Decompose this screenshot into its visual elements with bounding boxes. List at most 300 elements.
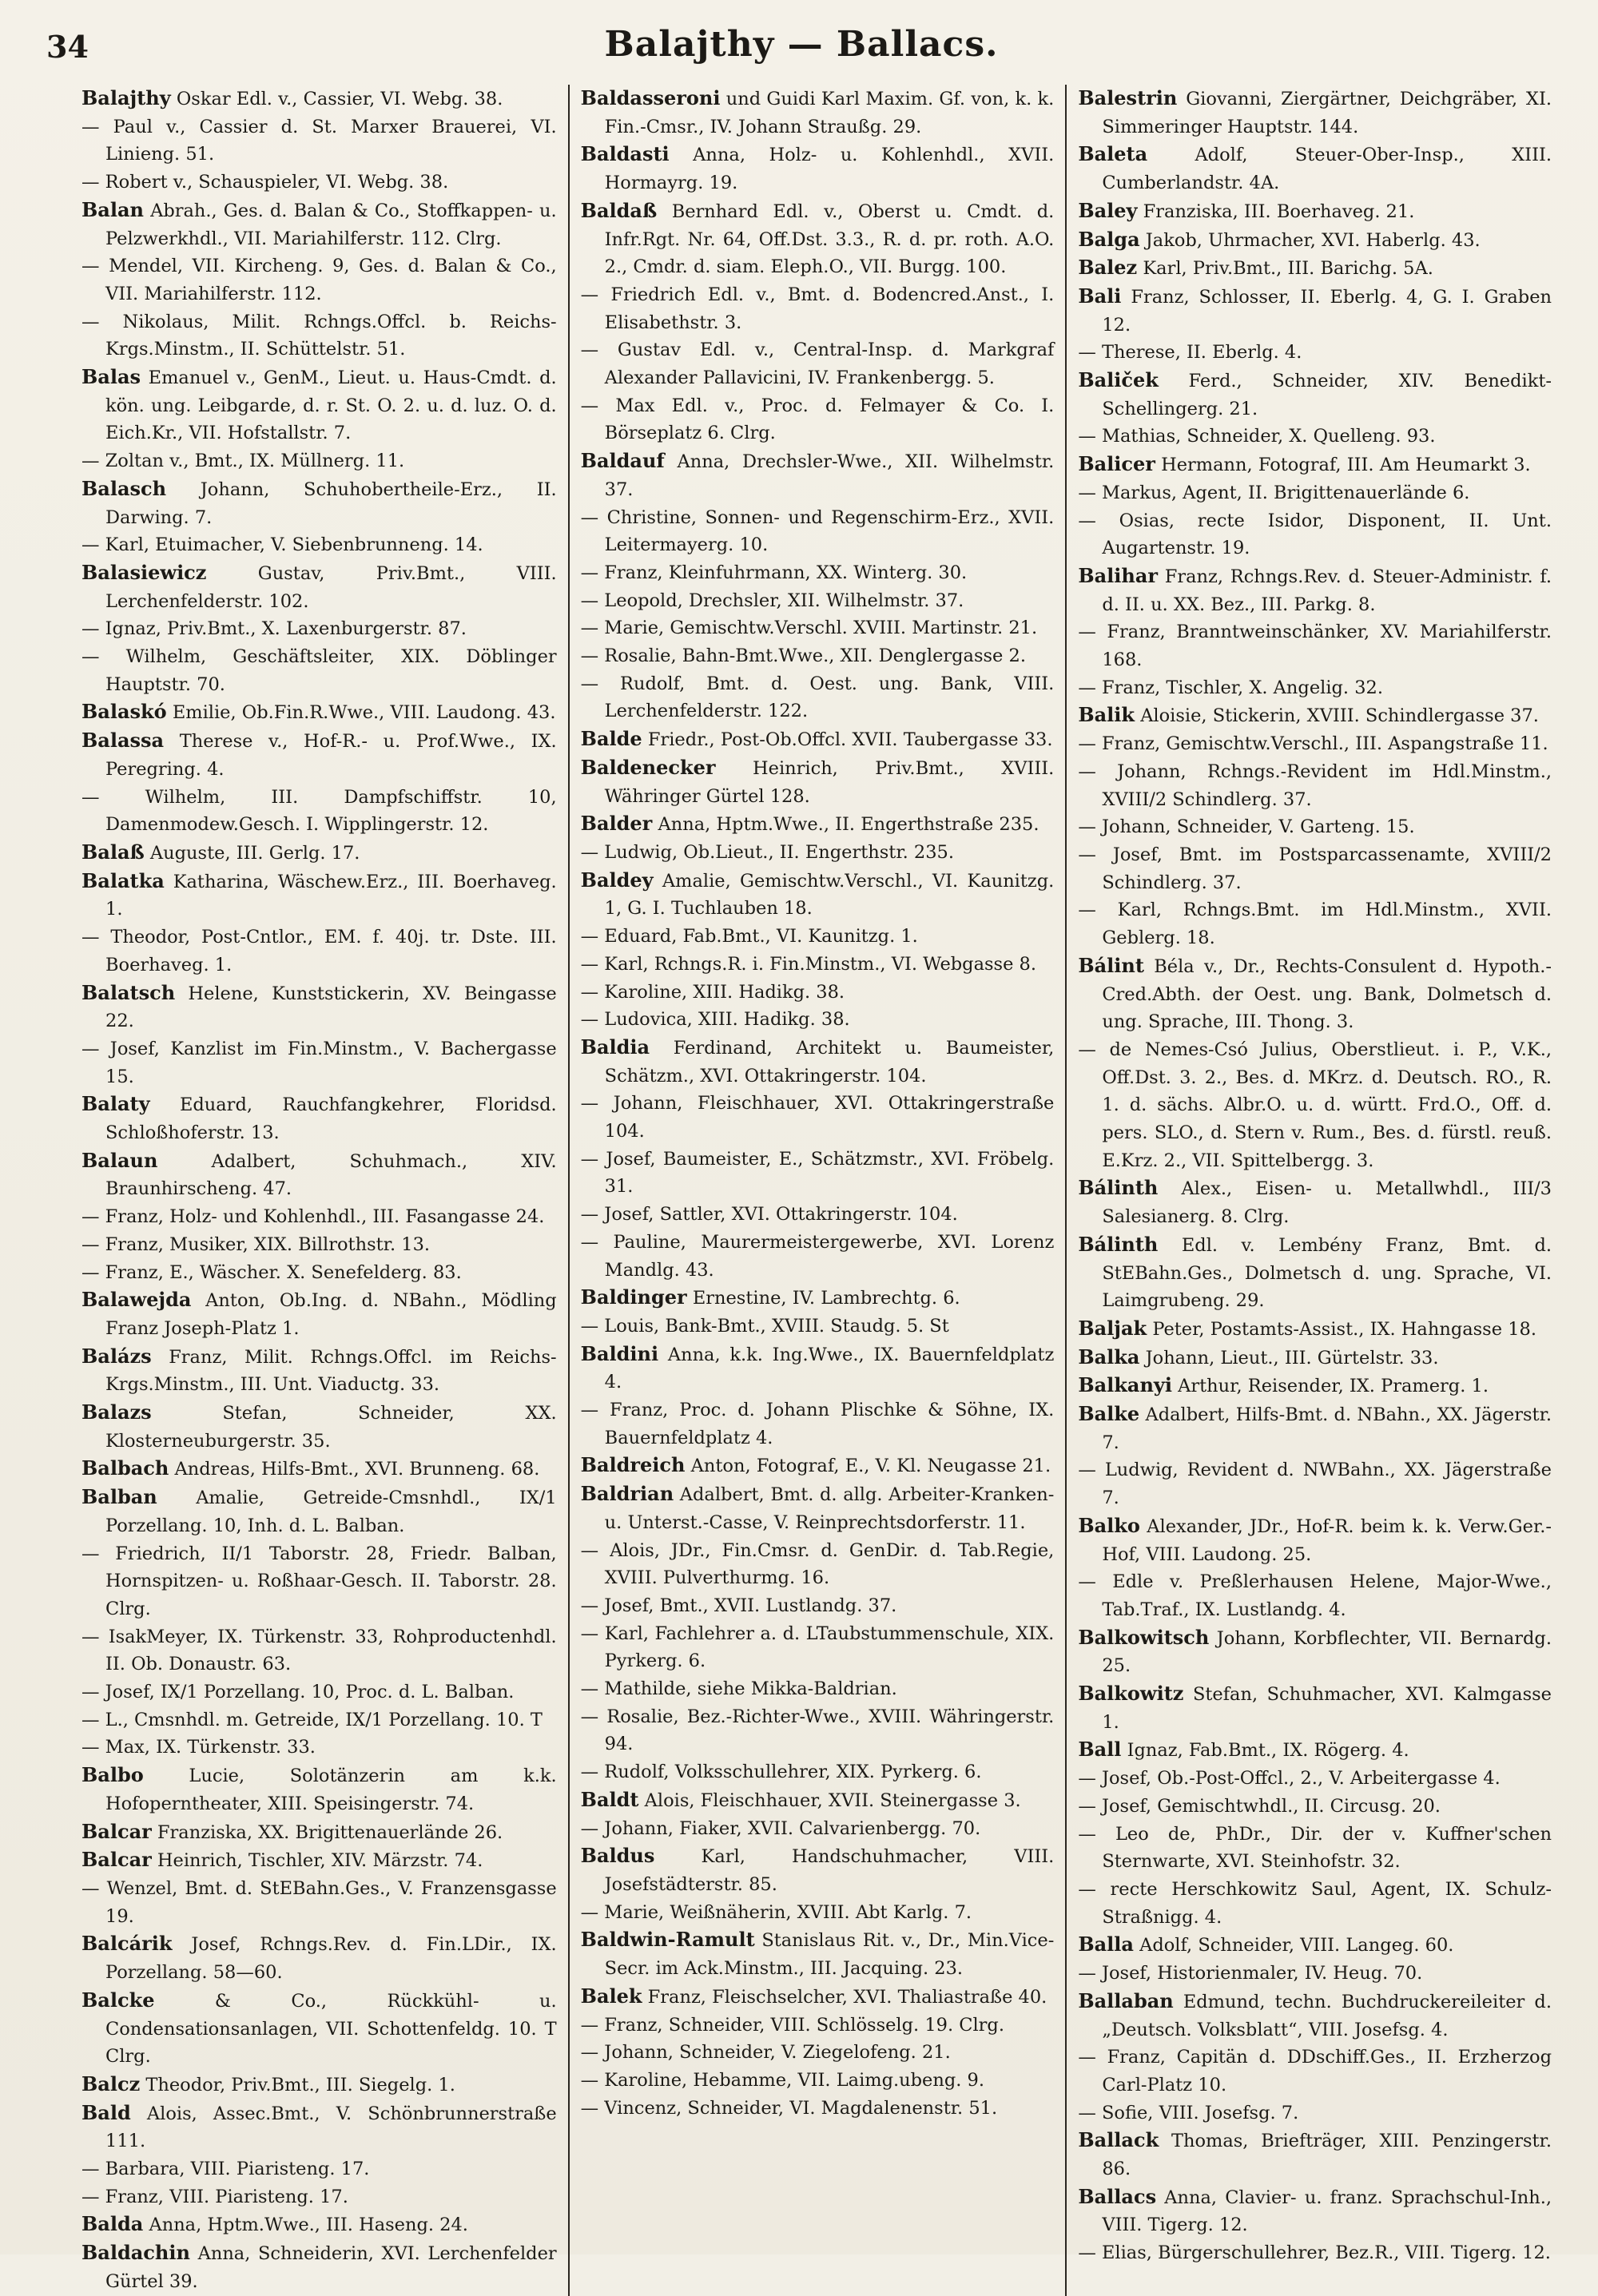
entry-surname: Balcárik [81, 1932, 173, 1956]
directory-entry [581, 1341, 1055, 1396]
entry-surname: Balaß [81, 840, 145, 864]
entry-surname: Ball [1078, 1738, 1122, 1762]
directory-entry [1078, 141, 1552, 197]
entry-surname: Balázs [81, 1344, 152, 1368]
directory-entry [81, 2071, 557, 2099]
directory-entry [581, 1034, 1055, 1090]
entry-details: Ignaz, Fab.Bmt., IX. Rögerg. 4. [1127, 1740, 1409, 1762]
entry-details: — Zoltan v., Bmt., IX. Müllnerg. 11. [81, 451, 405, 472]
entry-details: Anna, Hptm.Wwe., III. Haseng. 24. [149, 2215, 468, 2236]
entry-details: — Ludwig, Revident d. NWBahn., XX. Jägerstraße 7. [1078, 1460, 1552, 1509]
entry-details: Lucie, Solotänzerin am k.k. Hofoperntheater, XIII. Speisingerstr. 74. [105, 1766, 557, 1814]
entry-details: Edmund, techn. Buchdruckereileiter d. „Deutsch. Volksblatt“, VIII. Josefsg. 4. [1102, 1991, 1552, 2040]
entry-details: — recte Herschkowitz Saul, Agent, IX. Schulz-Straßnigg. 4. [1078, 1879, 1552, 1928]
directory-entry [1078, 1344, 1552, 1372]
directory-entry [81, 1484, 557, 1539]
entry-surname: Baldey [580, 868, 654, 892]
entry-details: — Leopold, Drechsler, XII. Wilhelmstr. 37. [580, 590, 964, 611]
entry-details: — Nikolaus, Milit. Rchngs.Offcl. b. Reichs-Krgs.Minstm., II. Schüttelstr. 51. [81, 311, 557, 360]
directory-entry [1078, 1400, 1552, 1456]
directory-entry [581, 2012, 1055, 2040]
directory-entry [81, 1623, 557, 1678]
entry-details: — Johann, Fleischhauer, XVI. Ottakringerstraße 104. [580, 1093, 1055, 1142]
directory-entry [81, 308, 557, 363]
entry-details: Anna, Holz- u. Kohlenhdl., XVII. Hormayrg. 19. [604, 145, 1055, 194]
column-middle [568, 85, 1066, 2296]
entry-details: — Rosalie, Bez.-Richter-Wwe., XVIII. Währingerstr. 94. [580, 1706, 1055, 1755]
directory-entry [1078, 1372, 1552, 1400]
entry-details: Bernhard Edl. v., Oberst u. Cmdt. d. Infr.Rgt. Nr. 64, Off.Dst. 3.3., R. d. pr. roth. A.O. 2., Cmdr. d. siam. Eleph.O., VII. Burgg. 100. [604, 201, 1055, 278]
directory-entry [81, 531, 557, 559]
entry-details: Amalie, Gemischtw.Verschl., VI. Kaunitzg. 1, G. I. Tuchlauben 18. [604, 870, 1055, 920]
entry-details: Jakob, Uhrmacher, XVI. Haberlg. 43. [1145, 229, 1481, 251]
entry-details: — Friedrich Edl. v., Bmt. d. Bodencred.Anst., I. Elisabethstr. 3. [580, 284, 1055, 333]
entry-surname: Bali [1078, 284, 1122, 308]
entry-surname: Baldrian [580, 1482, 674, 1506]
entry-details: — Johann, Fiaker, XVII. Calvarienbergg. 70. [580, 1817, 981, 1839]
entry-surname: Ballaban [1078, 1988, 1174, 2012]
entry-details: — Mathias, Schneider, X. Quelleng. 93. [1078, 426, 1436, 447]
entry-surname: Balko [1078, 1513, 1140, 1537]
entry-surname: Balka [1078, 1345, 1140, 1368]
entry-details: — Marie, Weißnäherin, XVIII. Abt Karlg. 7. [580, 1901, 972, 1923]
directory-entry [581, 1313, 1055, 1341]
entry-surname: Balcar [81, 1819, 152, 1843]
entry-surname: Baldia [580, 1035, 650, 1059]
entry-details: — Karoline, Hebamme, VII. Laimg.ubeng. 9. [580, 2069, 985, 2091]
entry-details: — Karl, Etuimacher, V. Siebenbrunneng. 14. [81, 534, 483, 556]
directory-entry [581, 85, 1055, 141]
directory-entry [81, 1147, 557, 1203]
entry-surname: Ballack [1078, 2128, 1159, 2152]
entry-details: — Franz, Proc. d. Johann Plischke & Söhne, IX. Bauernfeldplatz 4. [580, 1400, 1055, 1448]
column-left [70, 85, 568, 2296]
directory-entry [81, 1286, 557, 1342]
entry-details: — Franz, E., Wäscher. X. Senefelderg. 83. [81, 1261, 462, 1283]
directory-entry [81, 1762, 557, 1817]
directory-entry [581, 141, 1055, 197]
entry-details: — Josef, Baumeister, E., Schätzmstr., XVI. Fröbelg. 31. [580, 1148, 1055, 1198]
entry-details: Theodor, Priv.Bmt., III. Siegelg. 1. [145, 2074, 455, 2095]
directory-entry [81, 979, 557, 1035]
directory-entry [1078, 2044, 1552, 2099]
directory-entry [581, 670, 1055, 725]
entry-surname: Balcz [81, 2072, 141, 2095]
entry-details: — Karl, Rchngs.Bmt. im Hdl.Minstm., XVII. Geblerg. 18. [1078, 900, 1552, 949]
entry-surname: Balkowitsch [1078, 1625, 1210, 1649]
entry-details: Abrah., Ges. d. Balan & Co., Stoffkappen- u. Pelzwerkhdl., VII. Mariahilferstr. 112. Clrg. [105, 200, 557, 249]
directory-entry [1078, 1793, 1552, 1821]
entry-surname: Balez [1078, 256, 1138, 280]
entry-surname: Balda [81, 2212, 144, 2236]
entry-details: — Karoline, XIII. Hadikg. 38. [580, 981, 845, 1003]
entry-details: Franziska, XX. Brigittenauerlände 26. [157, 1821, 503, 1843]
directory-entry [81, 868, 557, 924]
directory-entry [1078, 2239, 1552, 2267]
entry-details: Anna, Hptm.Wwe., II. Engerthstraße 235. [658, 814, 1039, 836]
directory-entry [581, 1983, 1055, 2012]
entry-details: — Franz, Branntweinschänker, XV. Mariahilferstr. 168. [1078, 622, 1552, 671]
entry-details: Karl, Priv.Bmt., III. Barichg. 5A. [1143, 258, 1433, 280]
directory-entry [1078, 1456, 1552, 1511]
entry-details: Helene, Kunststickerin, XV. Beingasse 22. [105, 983, 557, 1032]
entry-surname: Balazs [81, 1400, 152, 1424]
directory-entry [81, 2183, 557, 2211]
directory-entry [581, 1090, 1055, 1145]
running-head: Balajthy — Ballacs. [604, 24, 999, 65]
directory-entry [1078, 367, 1552, 423]
entry-details: Auguste, III. Gerlg. 17. [149, 842, 360, 864]
entry-details: — Eduard, Fab.Bmt., VI. Kaunitzg. 1. [580, 926, 918, 947]
entry-details: — Edle v. Preßlerhausen Helene, Major-Wwe., Tab.Traf., IX. Lustlandg. 4. [1078, 1571, 1552, 1620]
directory-entry [81, 475, 557, 531]
directory-entry [1078, 1680, 1552, 1736]
entry-details: — Josef, Sattler, XVI. Ottakringerstr. 104. [580, 1204, 958, 1225]
directory-entry [81, 1259, 557, 1287]
entry-details: Emanuel v., GenM., Lieut. u. Haus-Cmdt. d. kön. ung. Leibgarde, d. r. St. O. 2. u. d. luz. O. d. Eich.Kr., VII. Hofstallstr. 7. [105, 367, 557, 444]
entry-details: — Franz, Musiker, XIX. Billrothstr. 13. [81, 1233, 431, 1255]
directory-entry [581, 979, 1055, 1007]
page-header [46, 24, 1556, 73]
directory-entry [81, 784, 557, 839]
entry-details: — Karl, Fachlehrer a. d. LTaubstummenschule, XIX. Pyrkerg. 6. [580, 1623, 1055, 1672]
directory-entry [81, 1875, 557, 1930]
directory-entry [81, 197, 557, 252]
directory-entry [81, 2239, 557, 2295]
entry-details: — Rosalie, Bahn-Bmt.Wwe., XII. Denglergasse 2. [580, 646, 1026, 667]
entry-surname: Balla [1078, 1933, 1134, 1956]
entry-surname: Baldasti [580, 142, 670, 166]
entry-details: — Josef, IX/1 Porzellang. 10, Proc. d. L. Balban. [81, 1682, 515, 1703]
directory-entry [1078, 479, 1552, 507]
entry-surname: Ballacs [1078, 2184, 1157, 2208]
directory-entry [581, 1675, 1055, 1703]
directory-entry [1078, 2099, 1552, 2127]
directory-entry [581, 2039, 1055, 2067]
entry-surname: Bald [81, 2100, 131, 2124]
entry-details: Edl. v. Lembény Franz, Bmt. d. StEBahn.Ges., Dolmetsch d. ung. Sprache, VI. Laimgrubeng. 29. [1102, 1234, 1552, 1312]
entry-surname: Bálint [1078, 953, 1144, 977]
entry-details: — Johann, Schneider, V. Garteng. 15. [1078, 816, 1415, 838]
entry-details: — Max Edl. v., Proc. d. Felmayer & Co. I. Börseplatz 6. Clrg. [580, 395, 1055, 444]
directory-entry [81, 615, 557, 643]
entry-surname: Balcar [81, 1848, 152, 1872]
directory-entry [81, 643, 557, 698]
entry-surname: Balihar [1078, 563, 1159, 587]
entry-details: — Pauline, Maurermeistergewerbe, XVI. Lorenz Mandlg. 43. [580, 1231, 1055, 1281]
entry-details: Johann, Lieut., III. Gürtelstr. 33. [1145, 1347, 1439, 1368]
directory-entry [581, 1480, 1055, 1536]
directory-entry [581, 587, 1055, 615]
directory-entry [1078, 283, 1552, 339]
entry-details: — Franz, Kleinfuhrmann, XX. Winterg. 30. [580, 562, 968, 583]
entry-details: Franz, Milit. Rchngs.Offcl. im Reichs-Krgs.Minstm., III. Unt. Viaductg. 33. [105, 1346, 557, 1396]
entry-details: Franz, Rchngs.Rev. d. Steuer-Administr. f. d. II. u. XX. Bez., III. Parkg. 8. [1102, 566, 1552, 615]
entry-details: Anna, Drechsler-Wwe., XII. Wilhelmstr. 37. [604, 451, 1055, 500]
directory-entry [1078, 2127, 1552, 2183]
entry-surname: Balaty [81, 1092, 150, 1116]
entry-details: Andreas, Hilfs-Bmt., XVI. Brunneng. 68. [174, 1459, 540, 1480]
directory-entry [1078, 1736, 1552, 1765]
entry-surname: Baldus [580, 1844, 655, 1868]
entry-details: Anton, Ob.Ing. d. NBahn., Mödling Franz Joseph-Platz 1. [105, 1290, 557, 1339]
page-number: 34 [46, 29, 89, 65]
entry-surname: Baldasseroni [580, 86, 721, 109]
entry-details: Johann, Schuhobertheile-Erz., II. Darwing. 7. [105, 479, 557, 528]
entry-details: Stanislaus Rit. v., Dr., Min.Vice-Secr. im Ack.Minstm., III. Jacquing. 23. [604, 1930, 1055, 1980]
entry-details: — Vincenz, Schneider, VI. Magdalenenstr. 51. [580, 2097, 998, 2119]
entry-details: Adolf, Steuer-Ober-Insp., XIII. Cumberlandstr. 4A. [1102, 145, 1552, 194]
directory-entry [81, 1818, 557, 1847]
directory-entry [1078, 618, 1552, 673]
entry-details: — Marie, Gemischtw.Verschl. XVIII. Martinstr. 21. [580, 618, 1038, 639]
entry-details: — Friedrich, II/1 Taborstr. 28, Friedr. Balban, Hornspitzen- u. Roßhaar-Gesch. II. Taborstr. 28. Clrg. [81, 1543, 557, 1619]
entry-details: Franziska, III. Boerhaveg. 21. [1143, 201, 1415, 222]
entry-details: — Franz, VIII. Piaristeng. 17. [81, 2186, 348, 2207]
entry-surname: Baljak [1078, 1316, 1147, 1340]
directory-entry [1078, 1624, 1552, 1680]
directory-entry [81, 252, 557, 308]
directory-entry [581, 754, 1055, 810]
directory-entry [81, 1540, 557, 1623]
entry-details: Stefan, Schneider, XX. Klosterneuburgerstr. 35. [105, 1403, 557, 1452]
directory-entry [581, 1229, 1055, 1284]
directory-entry [1078, 896, 1552, 951]
directory-entry [581, 1592, 1055, 1620]
entry-details: — Wenzel, Bmt. d. StEBahn.Ges., V. Franzensgasse 19. [81, 1878, 557, 1927]
entry-details: Arthur, Reisender, IX. Pramerg. 1. [1178, 1376, 1489, 1397]
directory-entry [581, 725, 1055, 754]
entry-surname: Balga [1078, 227, 1140, 251]
entry-details: — Christine, Sonnen- und Regenschirm-Erz., XVII. Leitermayerg. 10. [580, 506, 1055, 556]
directory-entry [1078, 952, 1552, 1036]
directory-entry [81, 1035, 557, 1090]
entry-surname: Balawejda [81, 1288, 192, 1312]
directory-entry [1078, 674, 1552, 702]
directory-entry [1078, 1512, 1552, 1568]
entry-details: — Ludovica, XIII. Hadikg. 38. [580, 1009, 850, 1031]
entry-surname: Balassa [81, 729, 165, 753]
entry-details: — Josef, Historienmaler, IV. Heug. 70. [1078, 1963, 1423, 1984]
entry-details: Emilie, Ob.Fin.R.Wwe., VIII. Laudong. 43. [172, 702, 556, 724]
directory-entry [581, 1146, 1055, 1201]
directory-entry [581, 447, 1055, 503]
directory-entry [581, 1284, 1055, 1313]
entry-surname: Baleta [1078, 142, 1148, 166]
directory-entry [581, 614, 1055, 642]
directory-entry [581, 1899, 1055, 1927]
entry-details: Eduard, Rauchfangkehrer, Floridsd. Schloßhoferstr. 13. [105, 1094, 557, 1144]
directory-entry [581, 642, 1055, 670]
directory-entry [81, 727, 557, 783]
entry-details: Franz, Fleischselcher, XVI. Thaliastraße 40. [647, 1986, 1047, 2008]
directory-entry [81, 1203, 557, 1231]
directory-entry [81, 2211, 557, 2239]
entry-surname: Balicer [1078, 452, 1155, 476]
entry-surname: Baldinger [580, 1285, 687, 1309]
directory-entry [581, 839, 1055, 867]
directory-entry [581, 1758, 1055, 1786]
entry-surname: Bálinth [1078, 1232, 1159, 1256]
directory-entry [1078, 423, 1552, 451]
entry-surname: Baldwin-Ramult [580, 1928, 755, 1952]
directory-entry [1078, 730, 1552, 758]
directory-entry [1078, 1315, 1552, 1344]
directory-entry [581, 1201, 1055, 1229]
entry-details: — Josef, Gemischtwhdl., II. Circusg. 20. [1078, 1795, 1441, 1817]
entry-details: Alois, Fleischhauer, XVII. Steinergasse 3. [644, 1790, 1021, 1811]
entry-details: Peter, Postamts-Assist., IX. Hahngasse 18. [1152, 1318, 1536, 1340]
entry-surname: Baldt [580, 1787, 639, 1811]
entry-details: — Franz, Capitän d. DDschiff.Ges., II. Erzherzog Carl-Platz 10. [1078, 2047, 1552, 2095]
directory-entry [581, 923, 1055, 951]
entry-surname: Balder [580, 812, 653, 836]
directory-entry [81, 1090, 557, 1146]
entry-surname: Balestrin [1078, 86, 1178, 109]
entry-details: Adolf, Schneider, VIII. Langeg. 60. [1139, 1935, 1454, 1956]
entry-details: — Ignaz, Priv.Bmt., X. Laxenburgerstr. 87. [81, 618, 467, 640]
directory-entry [81, 559, 557, 615]
directory-entry [581, 1842, 1055, 1898]
directory-entry [1078, 254, 1552, 283]
entry-details: — Ludwig, Ob.Lieut., II. Engerthstr. 235. [580, 841, 955, 863]
directory-entry [1078, 1568, 1552, 1623]
entry-details: Adalbert, Schuhmach., XIV. Braunhirscheng. 47. [105, 1150, 557, 1200]
directory-entry [81, 1343, 557, 1399]
entry-details: — Therese, II. Eberlg. 4. [1078, 342, 1302, 363]
directory-entry [1078, 758, 1552, 813]
directory-entry [81, 1678, 557, 1706]
directory-entry [1078, 1960, 1552, 1988]
entry-details: — IsakMeyer, IX. Türkenstr. 33, Rohproductenhdl. II. Ob. Donaustr. 63. [81, 1626, 557, 1675]
entry-details: — Rudolf, Bmt. d. Oest. ung. Bank, VIII. Lerchenfelderstr. 122. [580, 673, 1055, 722]
entry-surname: Balaun [81, 1148, 158, 1172]
entry-surname: Bálinth [1078, 1176, 1159, 1200]
entry-details: — Markus, Agent, II. Brigittenauerlände 6. [1078, 482, 1470, 503]
directory-entry [81, 169, 557, 197]
directory-entry [81, 113, 557, 169]
directory-entry [1078, 701, 1552, 730]
entry-surname: Balde [580, 727, 642, 751]
entry-details: — Theodor, Post-Cntlor., EM. f. 40j. tr. Dste. III. Boerhaveg. 1. [81, 927, 557, 975]
directory-entry [1078, 507, 1552, 562]
entry-surname: Balik [1078, 703, 1135, 727]
directory-entry [1078, 1036, 1552, 1175]
entry-surname: Balban [81, 1485, 157, 1509]
entry-details: — Max, IX. Türkenstr. 33. [81, 1737, 316, 1758]
entry-surname: Balkanyi [1078, 1373, 1172, 1397]
entry-details: — Robert v., Schauspieler, VI. Webg. 38. [81, 172, 449, 193]
entry-surname: Baldini [580, 1341, 659, 1365]
directory-entry [581, 810, 1055, 839]
entry-details: Stefan, Schuhmacher, XVI. Kalmgasse 1. [1102, 1684, 1552, 1733]
entry-details: — Wilhelm, Geschäftsleiter, XIX. Döblinger Hauptstr. 70. [81, 646, 557, 695]
entry-surname: Balaskó [81, 700, 167, 724]
directory-entry [81, 1846, 557, 1875]
entry-details: Friedr., Post-Ob.Offcl. XVII. Taubergasse 33. [647, 729, 1053, 751]
entry-details: Amalie, Getreide-Cmsnhdl., IX/1 Porzellang. 10, Inh. d. L. Balban. [105, 1488, 557, 1536]
entry-details: Katharina, Wäschew.Erz., III. Boerhaveg. 1. [105, 871, 557, 920]
entry-surname: Balbo [81, 1763, 144, 1787]
directory-columns [70, 85, 1563, 2292]
entry-details: & Co., Rückkühl- u. Condensationsanlagen, VII. Schottenfeldg. 10. T Clrg. [105, 1990, 557, 2068]
directory-entry [581, 504, 1055, 559]
entry-details: Franz, Schlosser, II. Eberlg. 4, G. I. Graben 12. [1102, 286, 1552, 336]
directory-entry [1078, 451, 1552, 479]
entry-details: und Guidi Karl Maxim. Gf. von, k. k. Fin.-Cmsr., IV. Johann Straußg. 29. [604, 89, 1055, 137]
directory-entry [1078, 1231, 1552, 1315]
entry-details: Béla v., Dr., Rechts-Consulent d. Hypoth.-Cred.Abth. der Oest. ung. Bank, Dolmetsch d. ung. Sprache, III. Thong. 3. [1102, 955, 1552, 1033]
entry-surname: Baldreich [580, 1453, 686, 1477]
directory-entry [81, 1706, 557, 1734]
entry-details: Karl, Handschuhmacher, VIII. Josefstädterstr. 85. [604, 1846, 1055, 1895]
entry-details: Alex., Eisen- u. Metallwhdl., III/3 Salesianerg. 8. Clrg. [1102, 1178, 1552, 1228]
entry-details: Anton, Fotograf, E., V. Kl. Neugasse 21. [690, 1456, 1051, 1477]
entry-surname: Balkowitz [1078, 1682, 1184, 1706]
directory-entry [1078, 813, 1552, 841]
directory-entry [81, 85, 557, 113]
entry-details: — Josef, Ob.-Post-Offcl., 2., V. Arbeitergasse 4. [1078, 1768, 1501, 1790]
directory-entry [81, 1399, 557, 1455]
entry-details: Gustav, Priv.Bmt., VIII. Lerchenfelderstr. 102. [105, 562, 557, 612]
entry-details: Giovanni, Ziergärtner, Deichgräber, XI. Simmeringer Hauptstr. 144. [1102, 89, 1552, 137]
entry-surname: Balatsch [81, 980, 176, 1004]
entry-details: — Gustav Edl. v., Central-Insp. d. Markgraf Alexander Pallavicini, IV. Frankenbergg. 5. [580, 340, 1055, 389]
entry-details: — Wilhelm, III. Dampfschiffstr. 10, Damenmodew.Gesch. I. Wipplingerstr. 12. [81, 786, 557, 836]
directory-entry [1078, 2183, 1552, 2239]
directory-entry [81, 363, 557, 447]
entry-details: Aloisie, Stickerin, XVIII. Schindlergasse 37. [1140, 705, 1539, 727]
directory-entry [581, 1815, 1055, 1843]
entry-details: Oskar Edl. v., Cassier, VI. Webg. 38. [176, 89, 503, 109]
directory-entry [581, 281, 1055, 336]
entry-surname: Baldenecker [580, 755, 716, 779]
entry-details: — Johann, Schneider, V. Ziegelofeng. 21. [580, 2042, 951, 2064]
entry-details: — Franz, Tischler, X. Angelig. 32. [1078, 677, 1384, 698]
directory-entry [1078, 197, 1552, 226]
directory-entry [581, 1620, 1055, 1675]
entry-surname: Baldauf [580, 449, 665, 473]
entry-surname: Baley [1078, 198, 1138, 222]
directory-entry [581, 1006, 1055, 1034]
directory-entry [581, 2067, 1055, 2095]
directory-entry [581, 1786, 1055, 1815]
directory-entry [1078, 1931, 1552, 1960]
directory-entry [581, 336, 1055, 391]
entry-surname: Balasiewicz [81, 560, 207, 584]
entry-details: — Karl, Rchngs.R. i. Fin.Minstm., VI. Webgasse 8. [580, 953, 1037, 975]
directory-entry [81, 1734, 557, 1762]
entry-details: Ferdinand, Architekt u. Baumeister, Schätzm., XVI. Ottakringerstr. 104. [604, 1037, 1055, 1086]
entry-details: — Josef, Kanzlist im Fin.Minstm., V. Bachergasse 15. [81, 1038, 557, 1087]
entry-details: — Leo de, PhDr., Dir. der v. Kuffner'schen Sternwarte, XVI. Steinhofstr. 32. [1078, 1823, 1552, 1873]
directory-entry [581, 1452, 1055, 1480]
entry-details: — Barbara, VIII. Piaristeng. 17. [81, 2159, 370, 2180]
directory-entry [81, 924, 557, 979]
directory-entry [1078, 226, 1552, 255]
directory-entry [581, 2095, 1055, 2123]
directory-entry [581, 867, 1055, 923]
entry-surname: Balke [1078, 1402, 1140, 1426]
entry-details: Heinrich, Tischler, XIV. Märzstr. 74. [157, 1850, 483, 1872]
entry-details: Adalbert, Bmt. d. allg. Arbeiter-Kranken- u. Unterst.-Casse, V. Reinprechtsdorferstr. 11. [604, 1484, 1055, 1533]
entry-details: Adalbert, Hilfs-Bmt. d. NBahn., XX. Jägerstr. 7. [1102, 1404, 1552, 1453]
directory-entry [81, 839, 557, 868]
directory-entry [81, 447, 557, 475]
entry-details: — Franz, Gemischtw.Verschl., III. Aspangstraße 11. [1078, 733, 1548, 755]
entry-details: — Josef, Bmt. im Postsparcassenamte, XVIII/2 Schindlerg. 37. [1078, 844, 1552, 893]
entry-details: — Franz, Holz- und Kohlenhdl., III. Fasangasse 24. [81, 1206, 545, 1228]
